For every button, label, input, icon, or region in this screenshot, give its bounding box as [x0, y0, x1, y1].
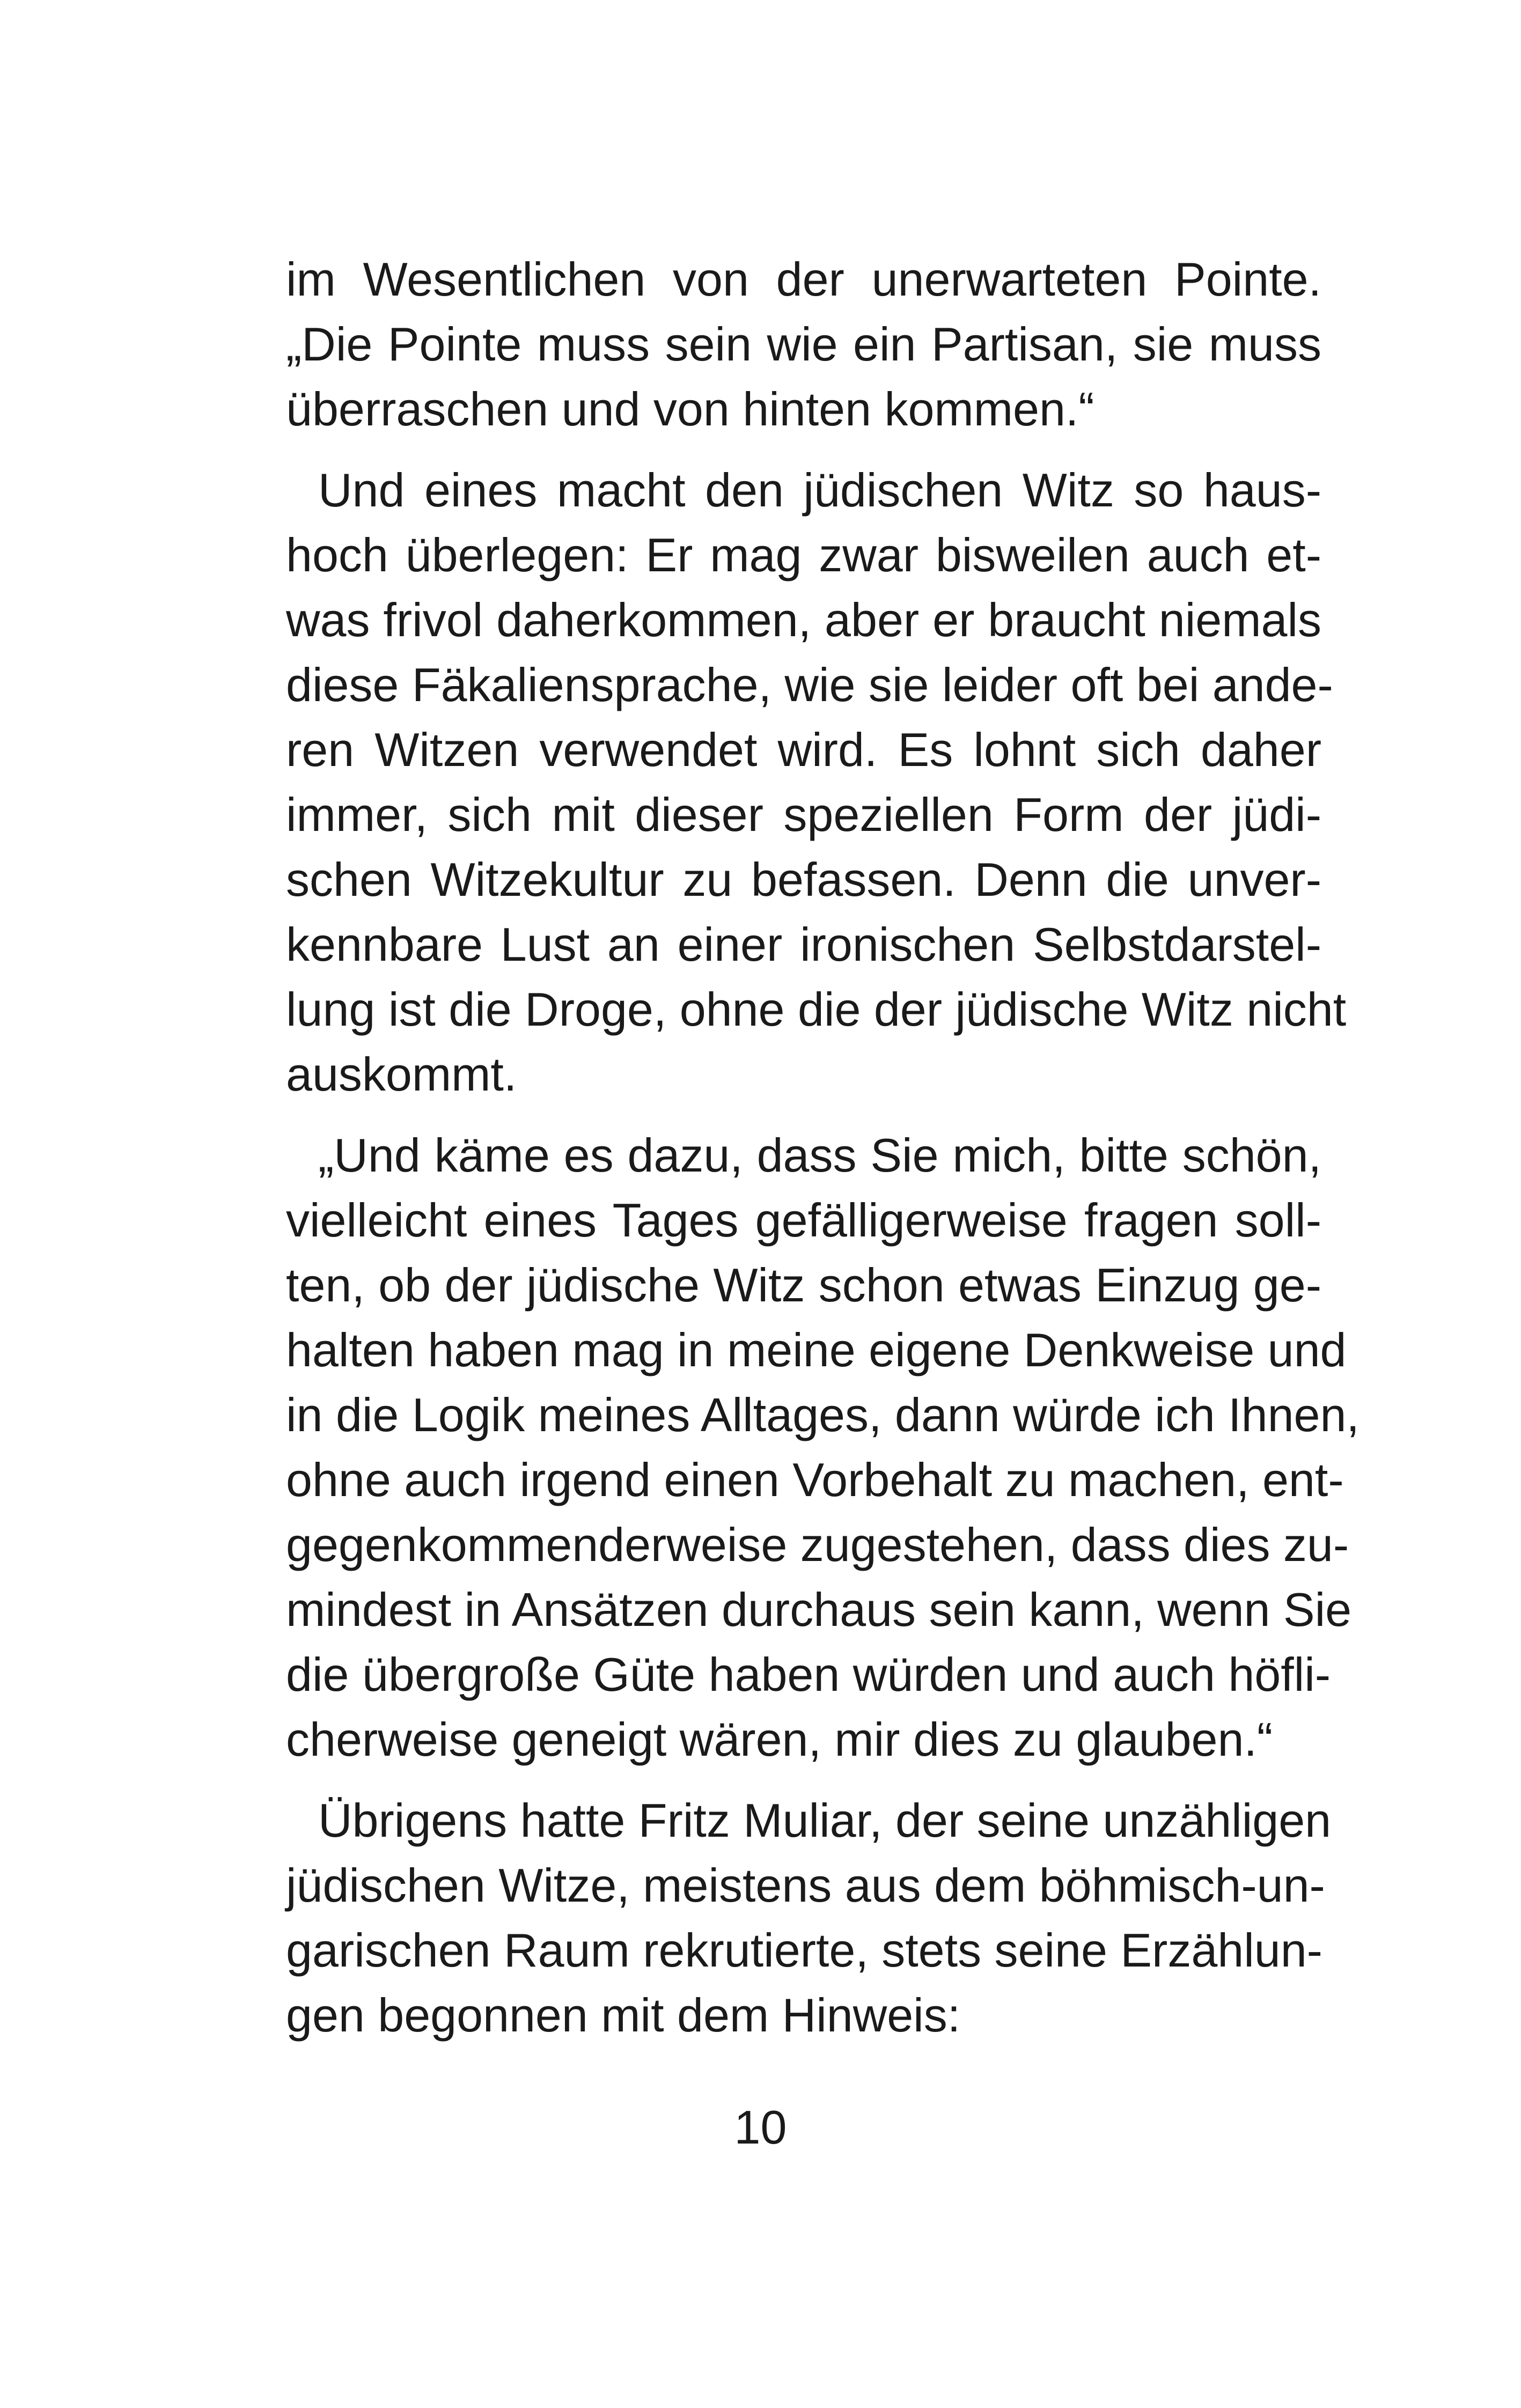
text-line: was frivol daherkommen, aber er braucht niemals	[286, 593, 1321, 646]
text-line: ren Witzen verwendet wird. Es lohnt sich daher	[286, 723, 1321, 776]
text-line: jüdischen Witze, meistens aus dem böhmisch-un-	[286, 1859, 1325, 1912]
text-line: überraschen und von hinten kommen.“	[286, 382, 1094, 436]
text-line: schen Witzekultur zu befassen. Denn die unver-	[286, 853, 1321, 906]
text-line: diese Fäkaliensprache, wie sie leider oft bei ande-	[286, 658, 1333, 711]
text-line: im Wesentlichen von der unerwarteten Pointe.	[286, 253, 1321, 306]
text-line: hoch überlegen: Er mag zwar bisweilen auch et-	[286, 528, 1321, 581]
text-line: cherweise geneigt wären, mir dies zu glauben.“	[286, 1713, 1273, 1766]
text-line: Übrigens hatte Fritz Muliar, der seine unzähligen	[318, 1794, 1332, 1847]
text-line: die übergroße Güte haben würden und auch höfli-	[286, 1648, 1331, 1701]
body-text	[286, 247, 1360, 2048]
paragraph-1	[286, 247, 1321, 441]
text-line: vielleicht eines Tages gefälligerweise fragen soll-	[286, 1194, 1321, 1247]
text-line: immer, sich mit dieser speziellen Form der jüdi-	[286, 788, 1321, 841]
text-line: Und eines macht den jüdischen Witz so haus-	[318, 463, 1321, 517]
text-line: mindest in Ansätzen durchaus sein kann, wenn Sie	[286, 1583, 1352, 1636]
page-number: 10	[734, 2101, 787, 2154]
text-line: in die Logik meines Alltages, dann würde ich Ihnen,	[286, 1388, 1360, 1441]
text-line: kennbare Lust an einer ironischen Selbstdarstel-	[286, 918, 1321, 971]
text-line: gen begonnen mit dem Hinweis:	[286, 1989, 961, 2042]
text-line: gegenkommenderweise zugestehen, dass dies zu-	[286, 1518, 1349, 1571]
text-line: „Und käme es dazu, dass Sie mich, bitte schön,	[318, 1129, 1321, 1182]
text-line: halten haben mag in meine eigene Denkweise und	[286, 1323, 1347, 1376]
text-line: ten, ob der jüdische Witz schon etwas Einzug ge-	[286, 1258, 1321, 1312]
paragraph-3	[286, 1123, 1360, 1772]
text-line: auskommt.	[286, 1048, 517, 1101]
text-line: lung ist die Droge, ohne die der jüdische Witz nicht	[286, 983, 1347, 1036]
text-line: ohne auch irgend einen Vorbehalt zu machen, ent-	[286, 1453, 1344, 1506]
paragraph-4	[286, 1788, 1332, 2048]
text-line: „Die Pointe muss sein wie ein Partisan, sie muss	[286, 318, 1321, 371]
text-line: garischen Raum rekrutierte, stets seine Erzählun-	[286, 1924, 1322, 1977]
paragraph-2	[286, 458, 1347, 1107]
